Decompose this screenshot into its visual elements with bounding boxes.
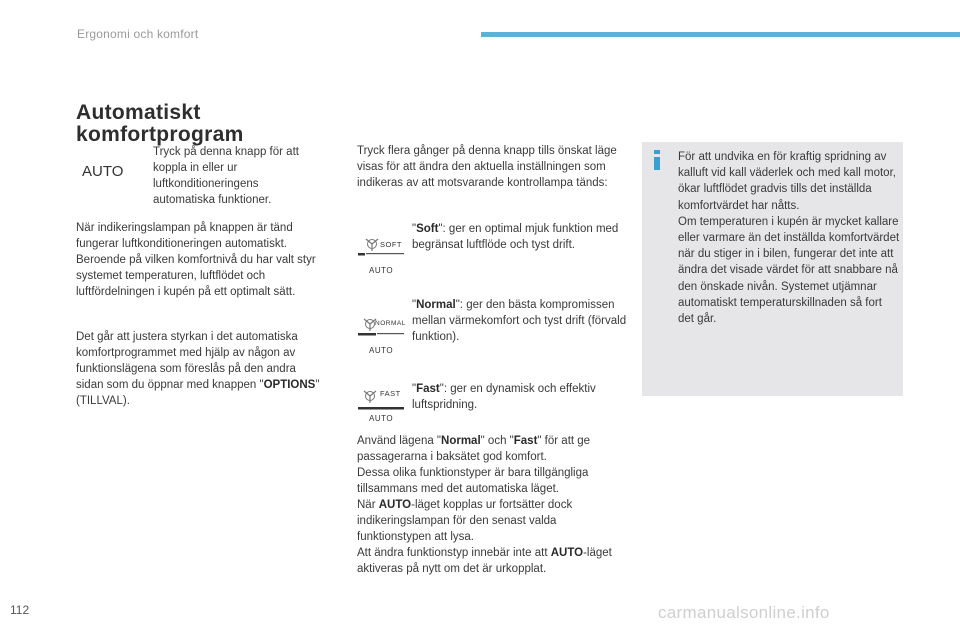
paragraph-indicator: När indikeringslampan på knappen är tänd fungerar luftkonditioneringen automatiskt. Beroende på vilken komfortnivå du har valt styr systemet temperaturen, luftflödet och luftfördelningen i kupén på ett optimalt sätt.: [76, 222, 316, 298]
soft-mode-icon: [358, 228, 406, 276]
info-icon: [652, 150, 662, 170]
normal-icon-label: NORMAL: [375, 320, 406, 327]
fast-icon-label: FAST: [380, 389, 401, 398]
watermark: carmanualsonline.info: [658, 603, 830, 622]
auto-button-label: AUTO: [82, 163, 124, 180]
info-text: För att undvika en för kraftig spridning av kalluft vid kall väderlek och med kall motor, ökar luftflödet gradvis tills det inställda komfortvärdet har nåtts. Om temperaturen i kupén är mycket kallare eller varmare än det inställda komfortvärdet när du stiger in i bilen, fungerar det inte att ändra det visade värdet för att snabbare nå den önskade nivån. Systemet utjämnar automatiskt temperaturskillnaden så fort det går.: [678, 151, 900, 326]
intro-text: Tryck på denna knapp för att koppla in eller ur luftkonditioneringens automatiska funktioner.: [153, 146, 299, 206]
header-title: Ergonomi och komfort: [77, 27, 199, 41]
normal-auto-label: AUTO: [369, 346, 394, 355]
soft-icon-label: SOFT: [380, 240, 402, 249]
normal-mode-icon: [358, 308, 406, 356]
paragraph-press: Tryck flera gånger på denna knapp tills önskat läge visas för att ändra den aktuella inställningen som indikeras av att motsvarande kontrollampa tänds:: [357, 145, 617, 189]
options-bold: OPTIONS: [263, 379, 316, 391]
paragraph-usage: Använd lägena "Normal" och "Fast" för att ge passagerarna i baksätet god komfort. Dessa olika funktionstyper är bara tillgängliga tillsammans med det automatiska läget. När AUTO-läget kopplas ur fortsätter dock indikeringslampan för den senast valda funktionstypen att lysa. Att ändra funktionstyp innebär inte att AUTO-läget aktiveras på nytt om det är urkopplat.: [357, 435, 612, 575]
mode-soft-desc: "Soft": ger en optimal mjuk funktion med begränsat luftflöde och tyst drift.: [412, 223, 619, 251]
mode-normal-desc: "Normal": ger den bästa kompromissen mellan värmekomfort och tyst drift (förvald funktion).: [412, 299, 627, 343]
header-accent-bar: [481, 32, 960, 37]
soft-auto-label: AUTO: [369, 266, 394, 275]
paragraph-options: Det går att justera styrkan i det automatiska komfortprogrammet med hjälp av någon av funktionslägena som föreslås på den andra sidan som du öppnar med knappen "OPTIONS" (TILLVAL).: [76, 331, 320, 407]
mode-fast-desc: "Fast": ger en dynamisk och effektiv luftspridning.: [412, 383, 596, 411]
fast-mode-icon: [358, 382, 406, 430]
page-number: 112: [10, 603, 30, 617]
fast-auto-label: AUTO: [369, 414, 394, 423]
section-title: Automatiskt komfortprogram: [76, 101, 244, 146]
